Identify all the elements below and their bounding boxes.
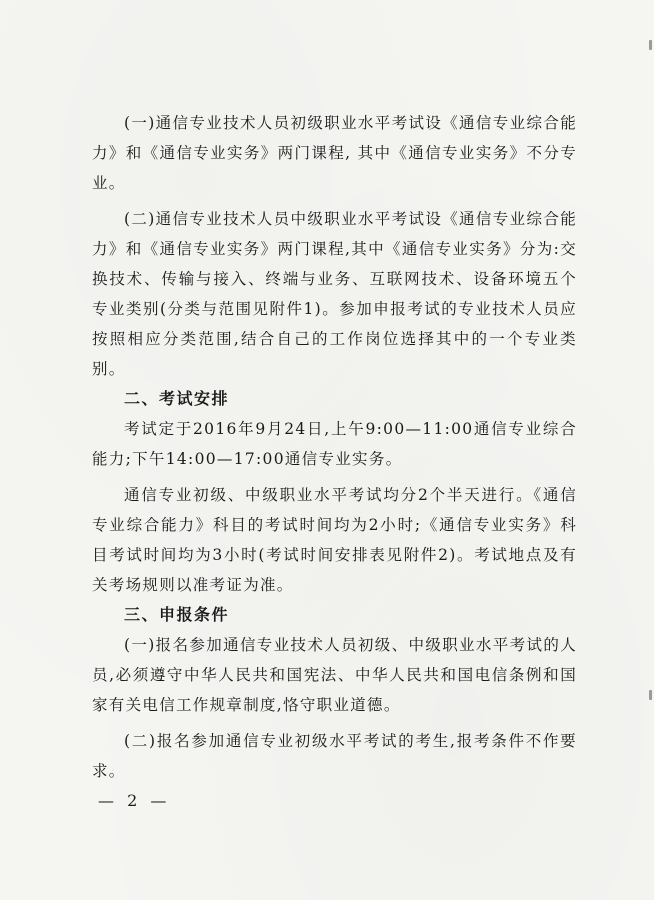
paragraph-exam-intermediate: (二)通信专业技术人员中级职业水平考试设《通信专业综合能力》和《通信专业实务》两门课程,其中《通信专业实务》分为:交换技术、传输与接入、终端与业务、互联网技术、设备环境五个专业类别(分类与范围见附件1)。参加申报考试的专业技术人员应按照相应分类范围,结合自己的工作岗位选择其中的一个专业类别。 xyxy=(92,210,577,378)
section-heading-requirements: 三、申报条件 xyxy=(124,605,230,624)
paragraph-requirement-general: (一)报名参加通信专业技术人员初级、中级职业水平考试的人员,必须遵守中华人民共和国宪法、中华人民共和国电信条例和国家有关电信工作规章制度,恪守职业道德。 xyxy=(92,636,577,714)
paragraph-exam-time: 考试定于2016年9月24日,上午9:00—11:00通信专业综合能力;下午14:00—17:00通信专业实务。 xyxy=(92,420,577,468)
paragraph-exam-duration: 通信专业初级、中级职业水平考试均分2个半天进行。《通信专业综合能力》科目的考试时间均为2小时;《通信专业实务》科目考试时间均为3小时(考试时间安排表见附件2)。考试地点及有关考场规则以准考证为准。 xyxy=(92,486,577,594)
section-heading-schedule: 二、考试安排 xyxy=(124,389,230,408)
paragraph-requirement-junior: (二)报名参加通信专业初级水平考试的考生,报考条件不作要求。 xyxy=(92,732,577,780)
page-number: — 2 — xyxy=(98,791,171,810)
document-body xyxy=(92,108,577,786)
paragraph-exam-junior: (一)通信专业技术人员初级职业水平考试设《通信专业综合能力》和《通信专业实务》两门课程, 其中《通信专业实务》不分专业。 xyxy=(92,114,577,192)
staple-mark xyxy=(649,690,652,700)
staple-mark xyxy=(649,40,652,50)
